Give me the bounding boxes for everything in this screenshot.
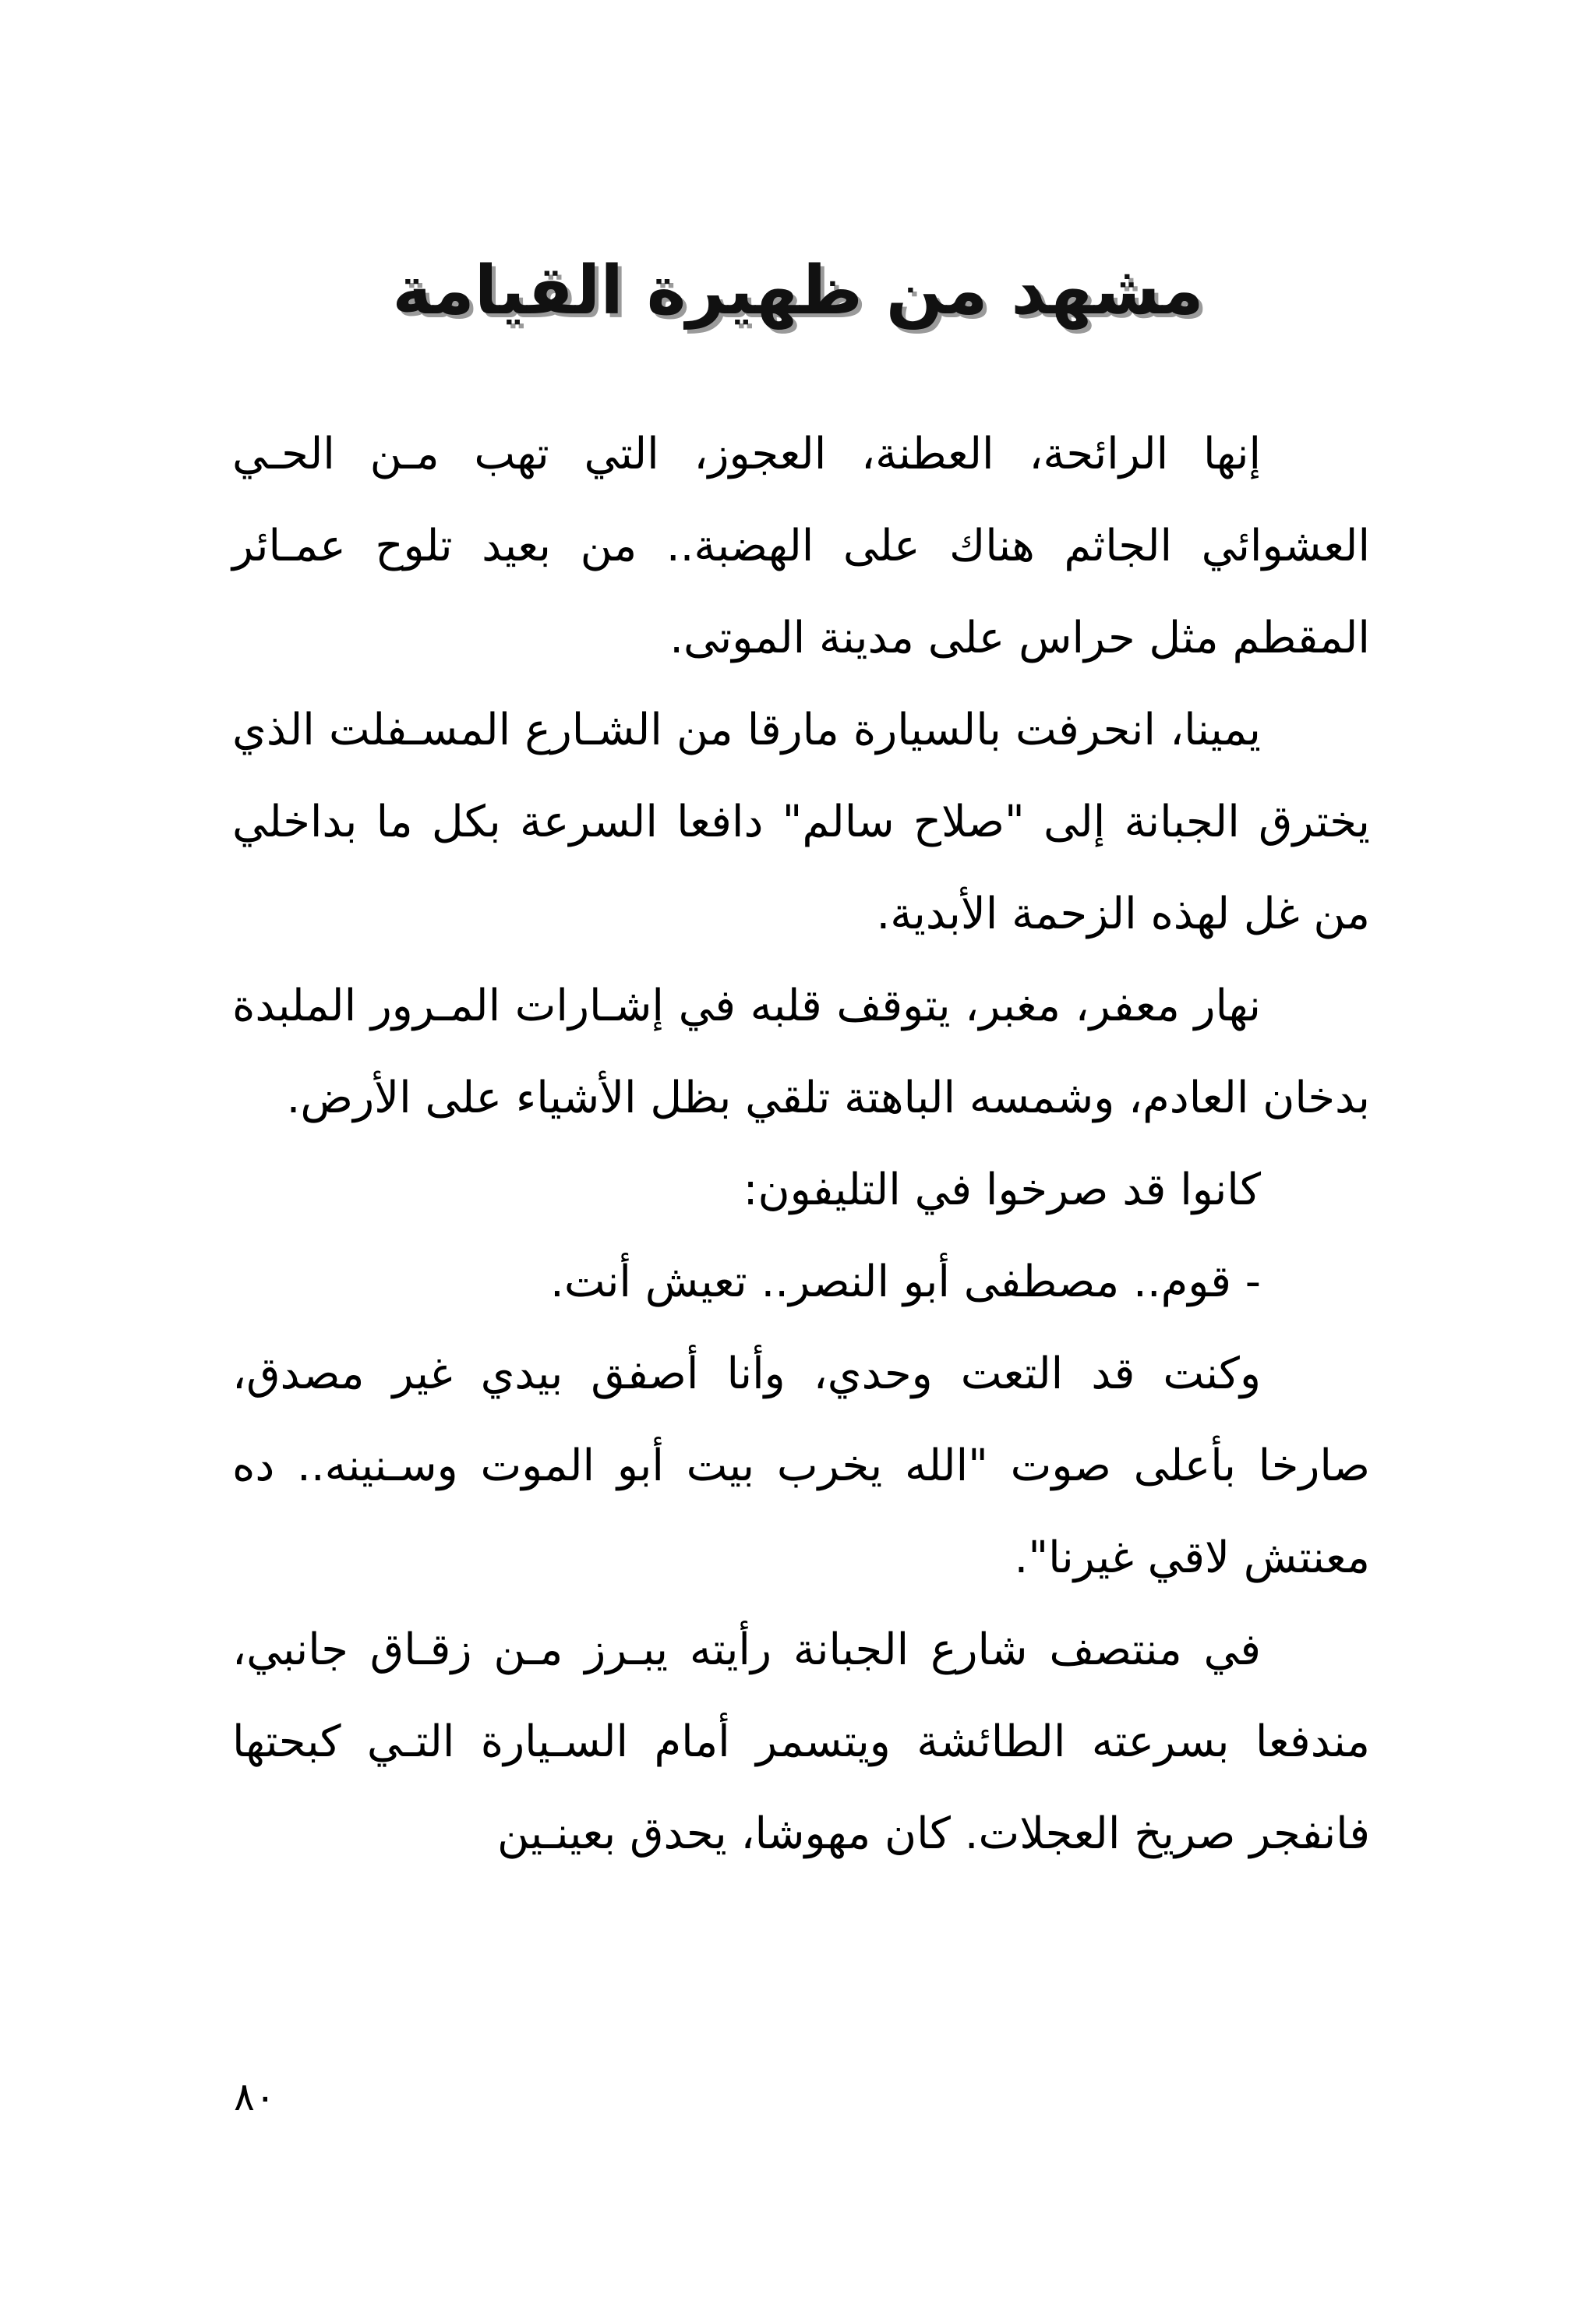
paragraph: يمينا، انحرفت بالسيارة مارقا من الشـارع المسـفلت الذي يخترق الجبانة إلى "صلاح سالم" دافعا السرعة بكل ما بداخلي من غل لهذه الزحمة الأبدية. bbox=[232, 705, 1370, 939]
paragraph: وكنت قد التعت وحدي، وأنا أصفق بيدي غير مصدق، صارخا بأعلى صوت "الله يخرب بيت أبو الموت وسـنينه.. ده معنتش لاقي غيرنا". bbox=[232, 1349, 1370, 1583]
paragraph: كانوا قد صرخوا في التليفون: bbox=[743, 1165, 1261, 1215]
page-title: مشهد من ظهيرة القيامة bbox=[392, 252, 1204, 330]
paragraph: نهار معفر، مغبر، يتوقف قلبه في إشـارات المـرور الملبدة بدخان العادم، وشمسه الباهتة تلقي بظل الأشياء على الأرض. bbox=[232, 981, 1370, 1123]
page-number: ٨٠ bbox=[234, 2074, 276, 2119]
paragraph: إنها الرائحة، العطنة، العجوز، التي تهب مـن الحـي العشوائي الجاثم هناك على الهضبة.. من بعيد تلوح عمـائر المقطم مثل حراس على مدينة الموتى. bbox=[232, 429, 1370, 663]
paragraph: في منتصف شارع الجبانة رأيته يبـرز مـن زقـاق جانبي، مندفعا بسرعته الطائشة ويتسمر أمام السـيارة التـي كبحتها فانفجر صريخ العجلات. كان مهوشا، يحدق بعينـين bbox=[232, 1624, 1370, 1859]
body-text bbox=[232, 408, 1370, 1880]
dialog-line: - قوم.. مصطفى أبو النصر.. تعيش أنت. bbox=[550, 1257, 1261, 1307]
